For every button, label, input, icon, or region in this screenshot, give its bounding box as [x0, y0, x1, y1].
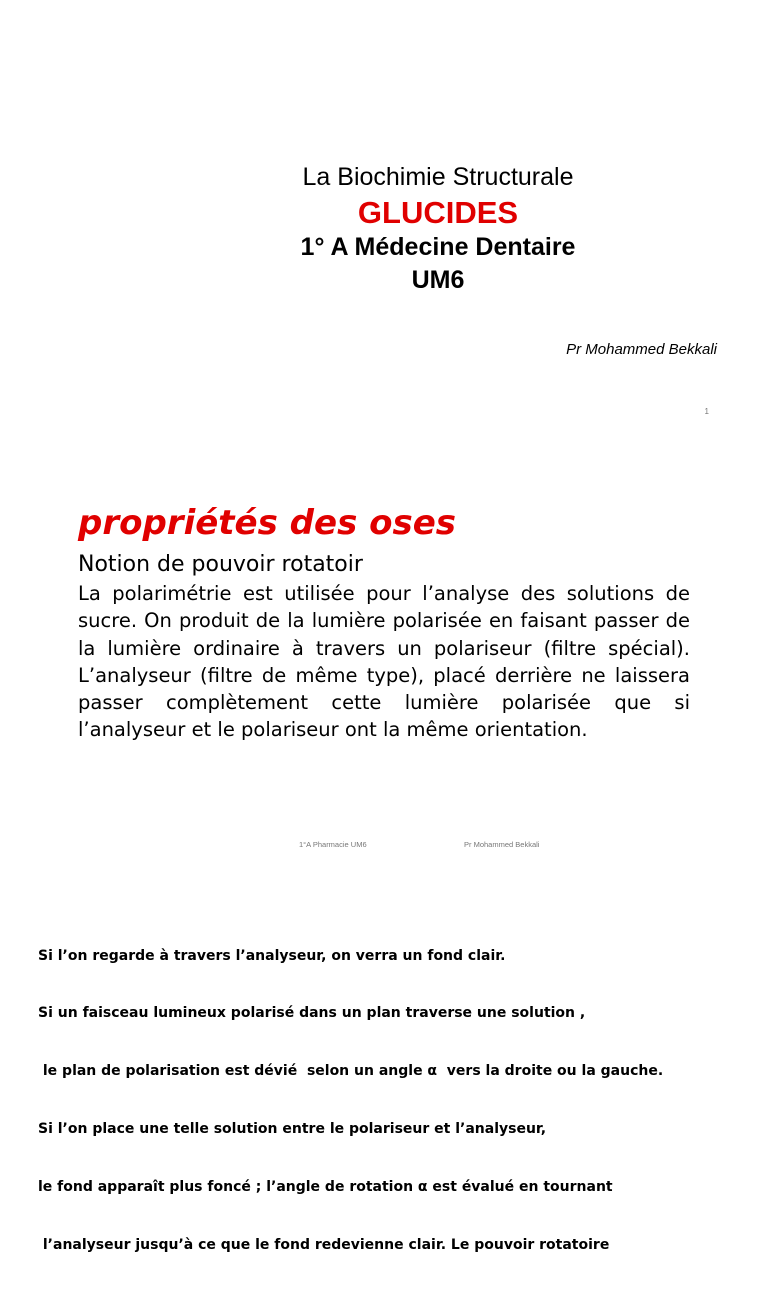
section-subtitle: Notion de pouvoir rotatoir — [78, 552, 363, 577]
section-title: propriétés des oses — [78, 503, 457, 543]
text-line: le plan de polarisation est dévié selon un angle α vers la droite ou la gauche. — [38, 1063, 664, 1080]
section-body: La polarimétrie est utilisée pour l’analyse des solutions de sucre. On produit de la lumière polarisée en faisant passer de la lumière ordinaire à travers un polariseur (filtre spécial). L’analyseur (filtre de même type), placé derrière ne laissera passer complètement cette lumière polarisée que si l’analyseur et le polariseur ont la même orientation. — [78, 582, 690, 742]
slide-course: 1° A Médecine Dentaire — [300, 233, 576, 261]
text-line: Si l’on place une telle solution entre le polariseur et l’analyseur, — [38, 1121, 547, 1138]
text-line: Si l’on regarde à travers l’analyseur, on verra un fond clair. — [38, 947, 506, 964]
text-line: le fond apparaît plus foncé ; l’angle de rotation α est évalué en tournant — [38, 1179, 613, 1196]
footer-right: Pr Mohammed Bekkali — [464, 840, 540, 849]
text-line: Si un faisceau lumineux polarisé dans un plan traverse une solution , — [38, 1005, 586, 1022]
text-block — [38, 908, 663, 1294]
page-number: 1 — [704, 407, 709, 416]
slide-university: UM6 — [411, 266, 465, 294]
slide-title: La Biochimie Structurale — [302, 163, 574, 191]
slide-2 — [0, 440, 768, 870]
slide-author: Pr Mohammed Bekkali — [566, 341, 717, 358]
slide-subject: GLUCIDES — [357, 195, 519, 230]
footer-left: 1°A Pharmacie UM6 — [299, 840, 367, 849]
slide-1 — [0, 0, 768, 440]
slide-3 — [0, 870, 768, 1254]
text-line: l’analyseur jusqu’à ce que le fond redevienne clair. Le pouvoir rotatoire — [38, 1237, 610, 1254]
